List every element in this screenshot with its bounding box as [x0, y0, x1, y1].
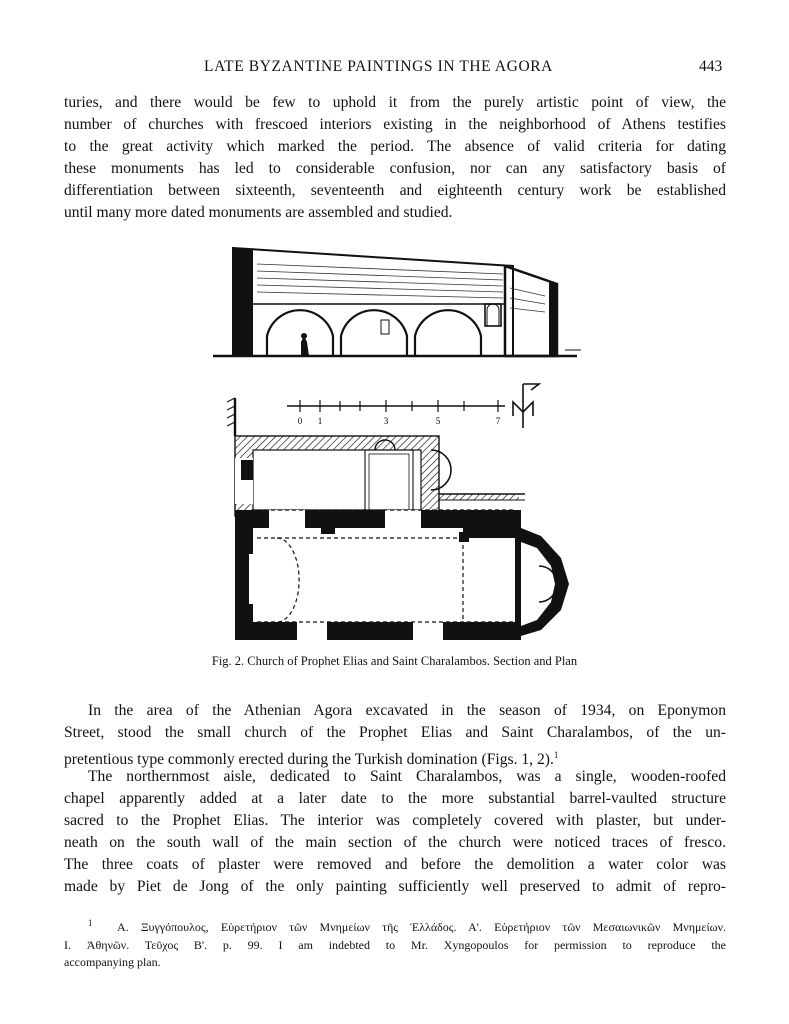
text-line: chapel apparently added at a later date to the more substantial barrel-vaulted structure [64, 790, 726, 807]
text-line: accompanying plan. [64, 955, 161, 969]
scale-tick-label: 1 [317, 416, 323, 426]
footnote-marker: 1 [88, 918, 93, 928]
text-line: neath on the south wall of the main section of the church were noticed traces of fresco. [64, 834, 726, 851]
running-head [0, 52, 789, 76]
architectural-drawing [205, 238, 585, 648]
text-line-content: pretentious type commonly erected during the Turkish domination (Figs. 1, 2). [64, 751, 554, 769]
text-line: sacred to the Prophet Elias. The interior was completely covered with plaster, but under- [64, 812, 726, 829]
scale-bar [287, 384, 539, 428]
text-line: these monuments has led to considerable confusion, nor can any satisfactory basis of [64, 160, 726, 177]
running-title: LATE BYZANTINE PAINTINGS IN THE AGORA [204, 58, 553, 75]
figure-caption: Fig. 2. Church of Prophet Elias and Saint Charalambos. Section and Plan [211, 654, 578, 668]
text-line: differentiation between sixteenth, seventeenth and eighteenth century work be established [64, 182, 726, 199]
scale-tick-label: 7 [495, 416, 501, 426]
text-line: until many more dated monuments are assembled and studied. [64, 204, 453, 221]
scale-tick-label: 0 [297, 416, 303, 426]
text-line: made by Piet de Jong of the only painting sufficiently well preserved to admit of repro- [64, 878, 726, 895]
text-line: In the area of the Athenian Agora excavated in the season of 1934, on Eponymon [88, 702, 726, 719]
footnote-text: Α. Ξυγγόπουλος, Εὑρετήριον τῶν Μνημείων τῆς Ἑλλάδος. Α'. Εὑρετήριον τῶν Μεσαιωνικῶν Μνημείων. [116, 920, 727, 934]
text-line: turies, and there would be few to uphold it from the purely artistic point of view, the [64, 94, 726, 111]
text-line: The three coats of plaster were removed and before the demolition a water color was [64, 856, 726, 873]
text-line: to the great activity which marked the period. The absence of valid criteria for dating [64, 138, 726, 155]
footnote-reference: 1 [553, 750, 559, 760]
page-number: 443 [699, 58, 723, 75]
scale-tick-label: 3 [383, 416, 389, 426]
text-line: number of churches with frescoed interiors existing in the neighborhood of Athens testifies [64, 116, 726, 133]
body-paragraph-1 [64, 700, 726, 771]
intro-paragraph [64, 92, 726, 224]
scale-tick-label: 5 [435, 416, 441, 426]
text-line: I. Ἀθηνῶν. Τεῦχος Β'. p. 99. I am indebted to Mr. Xyngopoulos for permission to reproduce the [64, 937, 726, 952]
text-line: Street, stood the small church of the Prophet Elias and Saint Charalambos, of the un- [64, 724, 726, 741]
text-line: The northernmost aisle, dedicated to Saint Charalambos, was a single, wooden-roofed [88, 768, 726, 785]
figure-section-and-plan [205, 238, 585, 648]
body-paragraph-2 [64, 766, 726, 898]
plan-drawing [227, 398, 569, 640]
footnote [64, 915, 726, 972]
north-arrow-icon [513, 384, 539, 428]
section-drawing [213, 248, 581, 356]
text-line [64, 915, 726, 937]
